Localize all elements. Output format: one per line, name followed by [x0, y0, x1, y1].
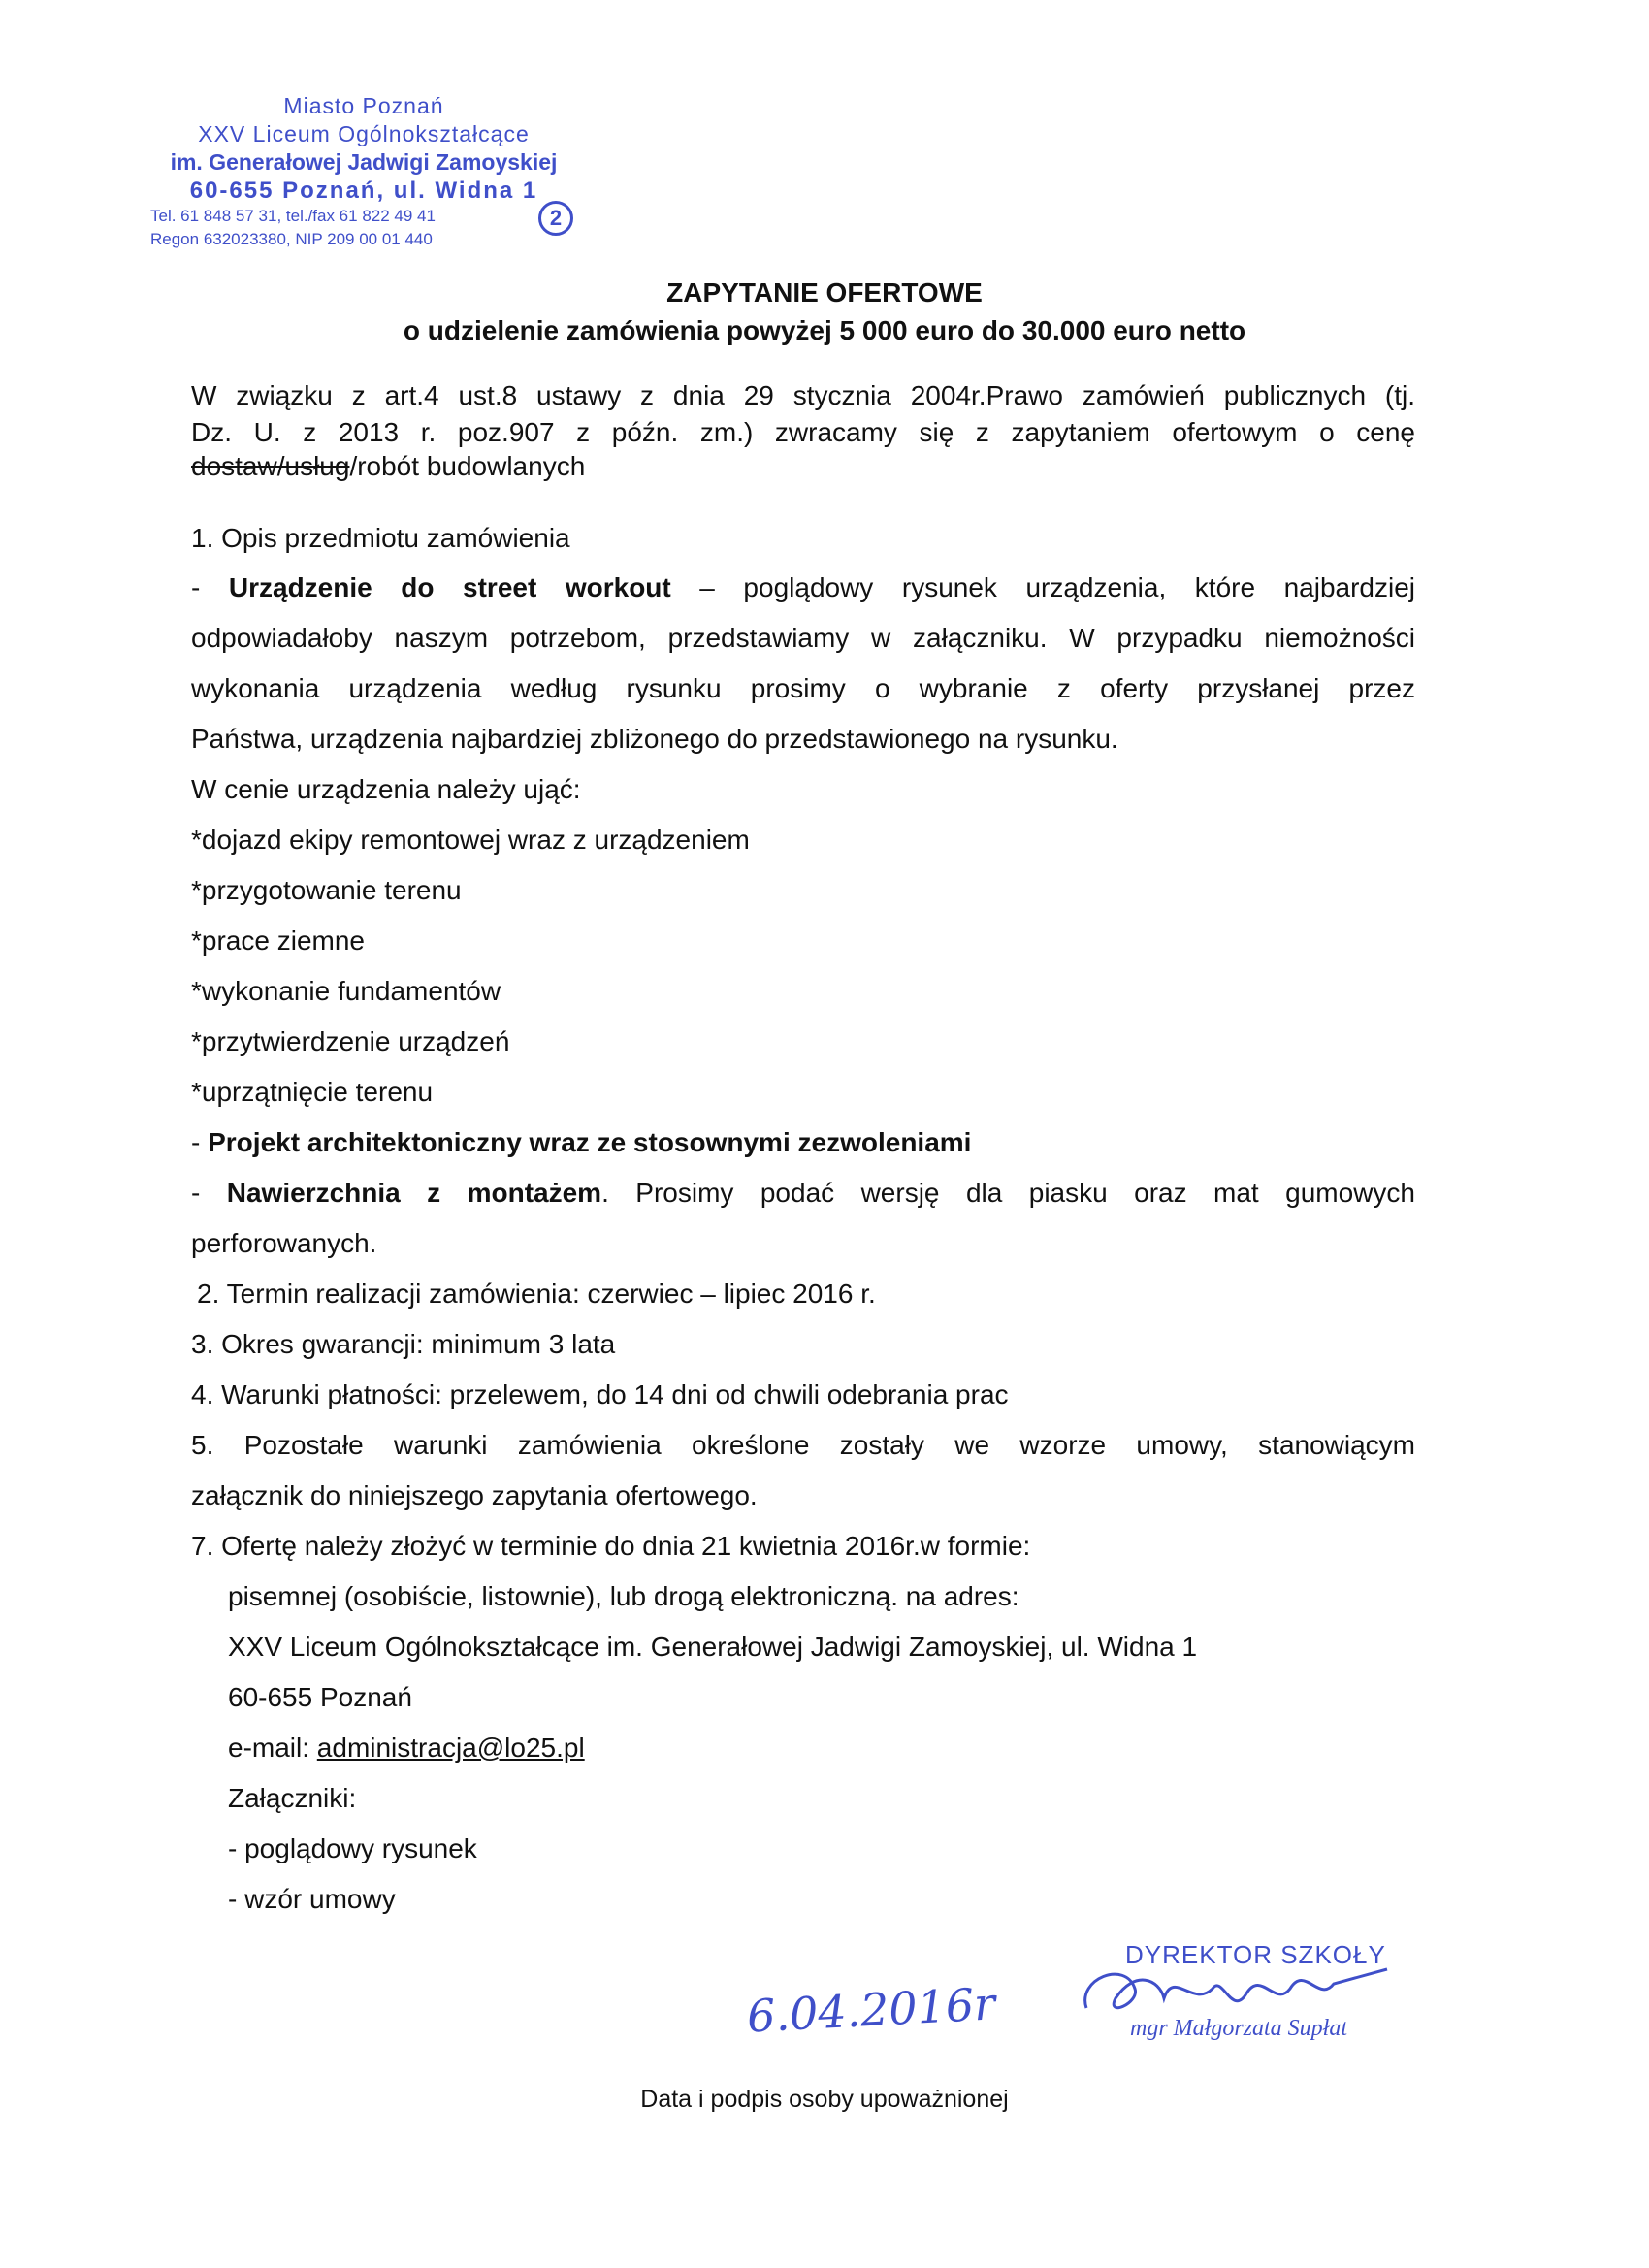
intro-line-2: Dz. U. z 2013 r. poz.907 z późn. zm.) zwracamy się z zapytaniem ofertowym o cenę	[191, 417, 1415, 447]
dash: -	[191, 572, 229, 602]
item-7-offer: 7. Ofertę należy złożyć w terminie do dnia 21 kwietnia 2016r.w formie:	[191, 1531, 1031, 1561]
intro-line-3-rest: /robót budowlanych	[349, 451, 586, 481]
surface-bold: Nawierzchnia z montażem	[226, 1178, 602, 1208]
item-7-form: pisemnej (osobiście, listownie), lub drogą elektroniczną. na adres:	[228, 1581, 1019, 1611]
item-7-address-2: 60-655 Poznań	[228, 1682, 412, 1712]
stamp-patron: im. Generałowej Jadwigi Zamoyskiej	[170, 149, 558, 175]
list-item: *dojazd ekipy remontowej wraz z urządzeniem	[191, 825, 750, 855]
item-device-name: Urządzenie do street workout	[228, 572, 671, 602]
surface-item	[191, 1176, 1415, 1211]
attachments-label: Załączniki:	[228, 1783, 357, 1813]
stamp-phone: Tel. 61 848 57 31, tel./fax 61 822 49 41	[150, 207, 436, 225]
dash: -	[191, 1127, 209, 1157]
stamp-number-badge: 2	[538, 201, 573, 236]
email-line	[228, 1731, 1452, 1766]
attachment-item: - poglądowy rysunek	[228, 1833, 477, 1863]
document-title: ZAPYTANIE OFERTOWE	[666, 277, 983, 308]
section-1-line-2: odpowiadałoby naszym potrzebom, przedstawiamy w załączniku. W przypadku niemożności	[191, 623, 1415, 653]
list-item: *wykonanie fundamentów	[191, 976, 501, 1006]
item-7-address-1: XXV Liceum Ogólnokształcące im. Generałowej Jadwigi Zamoyskiej, ul. Widna 1	[228, 1632, 1198, 1662]
project-item	[191, 1125, 1415, 1160]
document-subtitle: o udzielenie zamówienia powyżej 5 000 euro do 30.000 euro netto	[403, 315, 1246, 345]
struck-text: dostaw/usług	[191, 451, 350, 481]
intro-line-1: W związku z art.4 ust.8 ustawy z dnia 29 stycznia 2004r.Prawo zamówień publicznych (tj.	[191, 380, 1415, 410]
dash: -	[191, 1178, 227, 1208]
email-link[interactable]: administracja@lo25.pl	[316, 1733, 585, 1763]
signature-caption: Data i podpis osoby upoważnionej	[640, 2086, 1009, 2113]
director-name: mgr Małgorzata Supłat	[1130, 2016, 1348, 2041]
section-1-item	[191, 570, 1415, 605]
stamp-address: 60-655 Poznań, ul. Widna 1	[189, 178, 538, 204]
stamp-regon-nip: Regon 632023380, NIP 209 00 01 440	[150, 230, 433, 248]
attachment-item: - wzór umowy	[228, 1884, 396, 1914]
stamp-school-name: XXV Liceum Ogólnokształcące	[198, 121, 530, 146]
list-item: *przytwierdzenie urządzeń	[191, 1026, 510, 1056]
list-item: *uprzątnięcie terenu	[191, 1077, 434, 1107]
surface-line-2: perforowanych.	[191, 1228, 377, 1258]
handwritten-date: 6.04.2016r	[745, 1977, 997, 2043]
stamp-city: Miasto Poznań	[283, 93, 444, 118]
email-label: e-mail:	[228, 1733, 317, 1763]
list-item: *prace ziemne	[191, 925, 365, 956]
section-1-line-4: Państwa, urządzenia najbardziej zbliżonego do przedstawionego na rysunku.	[191, 724, 1118, 754]
school-stamp	[150, 92, 577, 251]
item-2-deadline: 2. Termin realizacji zamówienia: czerwiec – lipiec 2016 r.	[197, 1279, 876, 1309]
intro-line-3	[191, 449, 1415, 484]
list-item: *przygotowanie terenu	[191, 875, 462, 905]
section-1-line-3: wykonania urządzenia według rysunku prosimy o wybranie z oferty przysłanej przez	[191, 673, 1415, 703]
item-5-line-1: 5. Pozostałe warunki zamówienia określone zostały we wzorze umowy, stanowiącym	[191, 1430, 1415, 1460]
section-1-heading: 1. Opis przedmiotu zamówienia	[191, 523, 570, 553]
item-3-warranty: 3. Okres gwarancji: minimum 3 lata	[191, 1329, 616, 1359]
price-intro: W cenie urządzenia należy ująć:	[191, 774, 581, 804]
item-4-payment: 4. Warunki płatności: przelewem, do 14 dni od chwili odebrania prac	[191, 1379, 1009, 1409]
project-text: Projekt architektoniczny wraz ze stosownymi zezwoleniami	[208, 1127, 972, 1157]
item-5-line-2: załącznik do niniejszego zapytania ofertowego.	[191, 1480, 758, 1510]
surface-rest: . Prosimy podać wersję dla piasku oraz mat gumowych	[601, 1178, 1415, 1208]
item-device-desc: – poglądowy rysunek urządzenia, które najbardziej	[670, 572, 1416, 602]
director-stamp-title: DYREKTOR SZKOŁY	[1125, 1940, 1386, 1969]
